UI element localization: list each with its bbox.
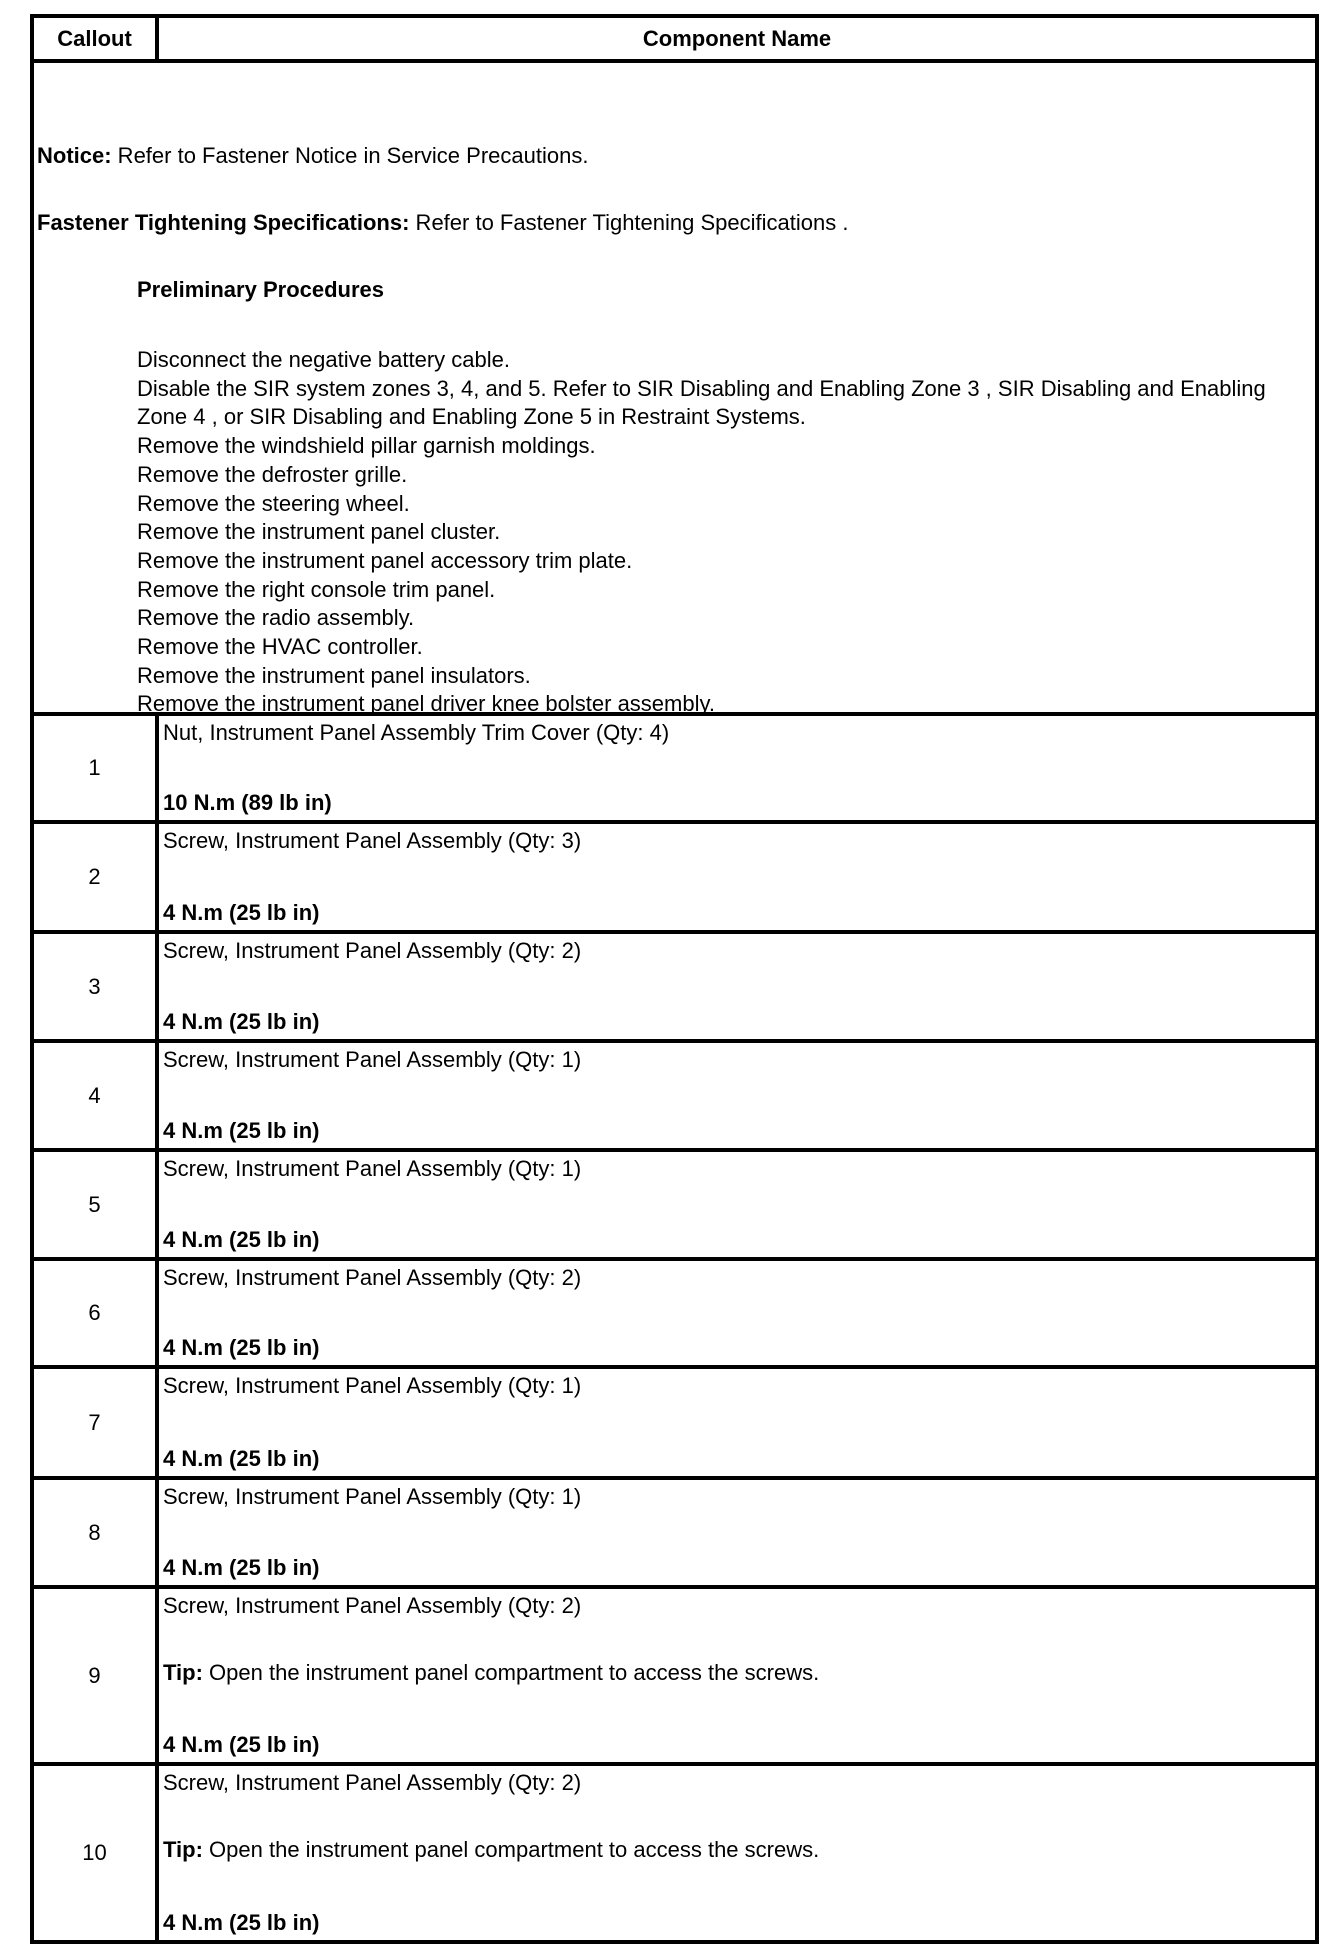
- table-row: [34, 1766, 1315, 1940]
- tip-text: Open the instrument panel compartment to access the screws.: [202, 1660, 820, 1685]
- component-cell: [159, 1152, 1315, 1257]
- preliminary-step: Remove the HVAC controller.: [137, 634, 423, 660]
- notice: [37, 143, 588, 169]
- component-name-column-header: Component Name: [642, 25, 832, 51]
- callout-number: 5: [34, 1152, 159, 1257]
- torque-spec: 4 N.m (25 lb in): [163, 1118, 320, 1143]
- component-name: Screw, Instrument Panel Assembly (Qty: 2): [163, 938, 582, 963]
- preliminary-step: Remove the defroster grille.: [137, 461, 408, 487]
- preliminary-step: Remove the instrument panel insulators.: [137, 662, 531, 688]
- preliminary-step: Remove the right console trim panel.: [137, 576, 496, 602]
- preliminary-step: Remove the instrument panel driver knee bolster assembly.: [137, 691, 715, 717]
- component-name: Screw, Instrument Panel Assembly (Qty: 2): [163, 1593, 582, 1618]
- preliminary-step: Remove the instrument panel cluster.: [137, 519, 501, 545]
- callout-number: 10: [34, 1766, 159, 1940]
- callout-number: 3: [34, 934, 159, 1039]
- torque-spec: 4 N.m (25 lb in): [163, 1227, 320, 1252]
- torque-spec: 10 N.m (89 lb in): [163, 790, 332, 815]
- callout-number: 2: [34, 824, 159, 930]
- table-row: [34, 1043, 1315, 1152]
- preliminary-step: Remove the radio assembly.: [137, 605, 415, 631]
- component-rows: [34, 716, 1315, 1940]
- component-cell: [159, 1766, 1315, 1940]
- table-row: [34, 1589, 1315, 1766]
- callout-number: 6: [34, 1261, 159, 1365]
- callout-number: 1: [34, 716, 159, 820]
- component-name: Screw, Instrument Panel Assembly (Qty: 1): [163, 1156, 582, 1181]
- preliminary-step: Disconnect the negative battery cable.: [137, 347, 511, 372]
- component-name: Screw, Instrument Panel Assembly (Qty: 1): [163, 1047, 582, 1072]
- component-name: Screw, Instrument Panel Assembly (Qty: 3): [163, 828, 582, 853]
- callout-number: 4: [34, 1043, 159, 1148]
- component-cell: [159, 716, 1315, 820]
- component-name: Screw, Instrument Panel Assembly (Qty: 2): [163, 1265, 582, 1290]
- fastener-spec: [37, 210, 848, 236]
- table-row: [34, 1261, 1315, 1369]
- table-row: [34, 1480, 1315, 1589]
- torque-spec: 4 N.m (25 lb in): [163, 1009, 320, 1034]
- torque-spec: 4 N.m (25 lb in): [163, 1446, 320, 1471]
- callout-number: 7: [34, 1369, 159, 1476]
- table-header: [34, 18, 1315, 63]
- notice-label: Notice:: [37, 143, 112, 168]
- table-row: [34, 824, 1315, 934]
- torque-spec: 4 N.m (25 lb in): [163, 1910, 320, 1935]
- tip-label: Tip:: [163, 1837, 203, 1862]
- preliminary-step: Remove the instrument panel accessory trim plate.: [137, 547, 633, 573]
- torque-spec: 4 N.m (25 lb in): [163, 1732, 320, 1757]
- component-cell: [159, 934, 1315, 1039]
- preliminary-step: Disable the SIR system zones 3, 4, and 5. Refer to SIR Disabling and Enabling Zone 3 , SIR Disabling and Enabling Zone 4 , or SIR Disabling and Enabling Zone 5 in Restraint Systems.: [137, 375, 1266, 430]
- component-name: Screw, Instrument Panel Assembly (Qty: 2): [163, 1770, 582, 1795]
- component-cell: [159, 824, 1315, 930]
- preliminary-step: Remove the steering wheel.: [137, 490, 410, 516]
- tip: [163, 1837, 819, 1863]
- callout-column-header: Callout: [34, 18, 159, 59]
- intro-section: [34, 63, 1315, 716]
- tip: [163, 1660, 819, 1686]
- fastener-spec-text: Refer to Fastener Tightening Specifications .: [409, 210, 849, 235]
- torque-spec: 4 N.m (25 lb in): [163, 1555, 320, 1580]
- component-name: Screw, Instrument Panel Assembly (Qty: 1): [163, 1373, 582, 1398]
- component-cell: [159, 1261, 1315, 1365]
- table-row: [34, 1152, 1315, 1261]
- tip-text: Open the instrument panel compartment to access the screws.: [202, 1837, 820, 1862]
- table-row: [34, 934, 1315, 1043]
- callout-number: 9: [34, 1589, 159, 1762]
- component-cell: [159, 1589, 1315, 1762]
- component-cell: [159, 1480, 1315, 1585]
- component-name: Nut, Instrument Panel Assembly Trim Cover (Qty: 4): [163, 720, 670, 745]
- component-name: Screw, Instrument Panel Assembly (Qty: 1): [163, 1484, 582, 1509]
- component-cell: [159, 1043, 1315, 1148]
- tip-label: Tip:: [163, 1660, 203, 1685]
- component-cell: [159, 1369, 1315, 1476]
- preliminary-procedures-title: Preliminary Procedures: [137, 277, 385, 302]
- torque-spec: 4 N.m (25 lb in): [163, 900, 320, 925]
- torque-spec: 4 N.m (25 lb in): [163, 1335, 320, 1360]
- preliminary-step: Remove the windshield pillar garnish moldings.: [137, 433, 596, 459]
- component-table: [30, 14, 1319, 1944]
- callout-number: 8: [34, 1480, 159, 1585]
- table-row: [34, 1369, 1315, 1480]
- notice-text: Refer to Fastener Notice in Service Precautions.: [111, 143, 589, 168]
- preliminary-steps-list: [137, 346, 1297, 719]
- table-row: [34, 716, 1315, 824]
- fastener-spec-label: Fastener Tightening Specifications:: [37, 210, 410, 235]
